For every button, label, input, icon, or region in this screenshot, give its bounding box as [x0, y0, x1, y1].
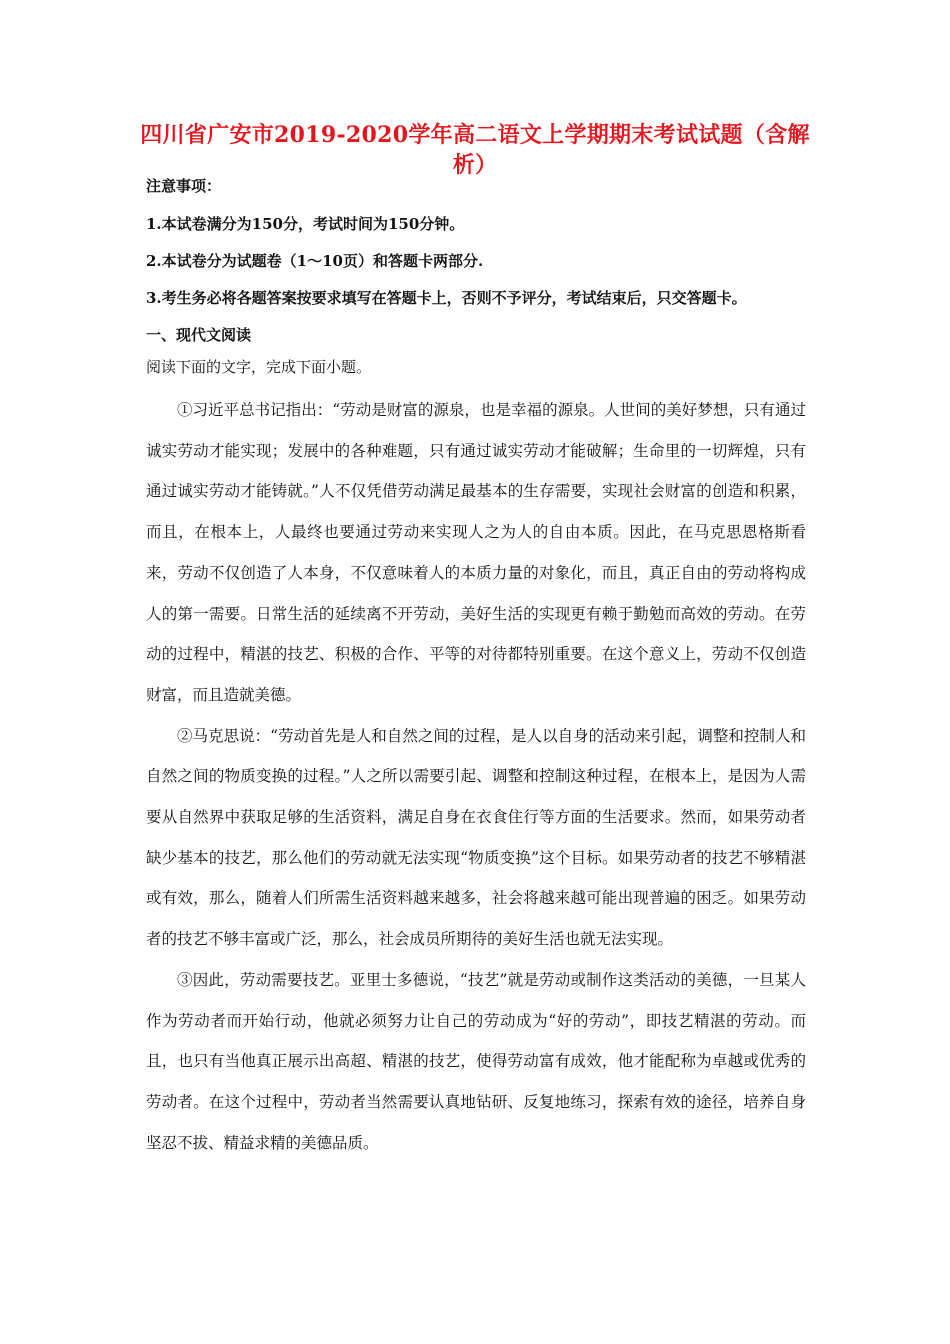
- note-item: 2.本试卷分为试题卷（1～10页）和答题卡两部分.: [146, 252, 484, 270]
- document-title: 四川省广安市2019-2020学年高二语文上学期期末考试试题（含解析）: [140, 122, 810, 178]
- note-item: 1.本试卷满分为150分，考试时间为150分钟。: [146, 215, 465, 233]
- document-body: [146, 176, 826, 1163]
- section-title: 一、现代文阅读: [146, 326, 252, 344]
- paragraph-1: ①习近平总书记指出：“劳动是财富的源泉，也是幸福的源泉。人世间的美好梦想，只有通过诚实劳动才能实现；发展中的各种难题，只有通过诚实劳动才能破解；生命里的一切辉煌，只有通过诚实劳动才能铸就。”人不仅凭借劳动满足最基本的生存需要，实现社会财富的创造和积累，而且，在根本上，人最终也要通过劳动来实现人之为人的自由本质。因此，在马克思恩格斯看来，劳动不仅创造了人本身，不仅意味着人的本质力量的对象化，而且，真正自由的劳动将构成人的第一需要。日常生活的延续离不开劳动，美好生活的实现更有赖于勤勉而高效的劳动。在劳动的过程中，精湛的技艺、积极的合作、平等的对待都特别重要。在这个意义上，劳动不仅创造财富，而且造就美德。: [146, 401, 806, 704]
- paragraph-3: ③因此，劳动需要技艺。亚里士多德说，“技艺”就是劳动或制作这类活动的美德，一旦某人作为劳动者而开始行动，他就必须努力让自己的劳动成为“好的劳动”，即技艺精湛的劳动。而且，也只有当他真正展示出高超、精湛的技艺，使得劳动富有成效，他才能配称为卓越或优秀的劳动者。在这个过程中，劳动者当然需要认真地钻研、反复地练习，探索有效的途径，培养自身坚忍不拔、精益求精的美德品质。: [146, 970, 806, 1152]
- reading-instruction: 阅读下面的文字，完成下面小题。: [146, 358, 372, 376]
- note-item: 3.考生务必将各题答案按要求填写在答题卡上，否则不予评分，考试结束后，只交答题卡。: [146, 289, 747, 307]
- notes-heading: 注意事项：: [146, 177, 222, 195]
- paragraph-2: ②马克思说：“劳动首先是人和自然之间的过程，是人以自身的活动来引起，调整和控制人和自然之间的物质变换的过程。”人之所以需要引起、调整和控制这种过程，在根本上，是因为人需要从自然界中获取足够的生活资料，满足自身在衣食住行等方面的生活要求。然而，如果劳动者缺少基本的技艺，那么他们的劳动就无法实现“物质变换”这个目标。如果劳动者的技艺不够精湛或有效，那么，随着人们所需生活资料越来越多，社会将越来越可能出现普遍的困乏。如果劳动者的技艺不够丰富或广泛，那么，社会成员所期待的美好生活也就无法实现。: [146, 726, 806, 949]
